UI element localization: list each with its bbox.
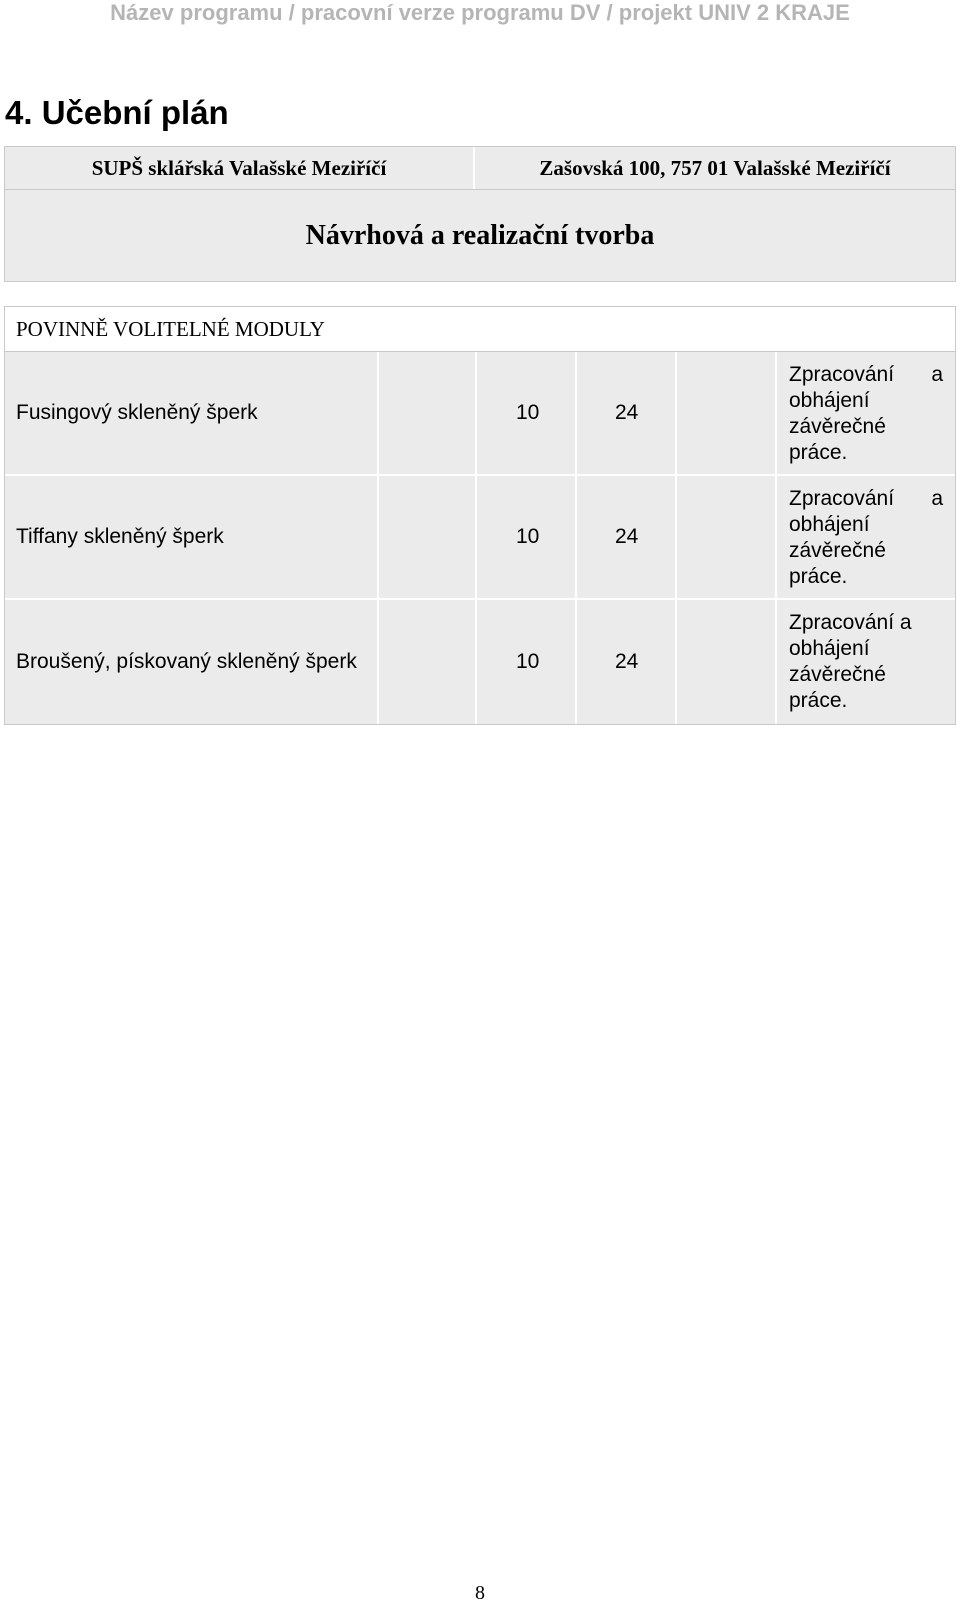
note-first-end: a <box>931 363 943 386</box>
note-first-line <box>789 610 943 636</box>
table-row <box>5 352 955 476</box>
school-name: SUPŠ sklářská Valašské Meziříčí <box>5 147 475 189</box>
empty-cell <box>379 600 477 724</box>
note-first-word: Zpracování a <box>789 611 912 634</box>
module-value-b: 24 <box>577 600 677 724</box>
module-value-b: 24 <box>577 352 677 474</box>
empty-cell <box>379 476 477 598</box>
module-note <box>777 352 955 474</box>
program-name: Návrhová a realizační tvorba <box>4 190 956 282</box>
section-title: 4. Učební plán <box>5 94 229 131</box>
note-first-word: Zpracování <box>789 363 895 386</box>
module-note <box>777 476 955 598</box>
table-row <box>5 600 955 724</box>
module-name-text: Tiffany skleněný šperk <box>16 525 224 548</box>
note-first-line <box>789 486 943 512</box>
note-rest: obhájení závěrečné práce. <box>789 637 886 712</box>
module-name <box>5 600 379 724</box>
module-note <box>777 600 955 724</box>
modules-heading: POVINNĚ VOLITELNÉ MODULY <box>5 307 955 352</box>
table-row <box>5 476 955 600</box>
empty-cell <box>379 352 477 474</box>
note-rest: obhájení závěrečné práce. <box>789 513 886 588</box>
module-value-a: 10 <box>477 352 577 474</box>
school-address: Zašovská 100, 757 01 Valašské Meziříčí <box>539 155 891 180</box>
module-value-b: 24 <box>577 476 677 598</box>
modules-table <box>4 306 956 725</box>
empty-cell <box>677 600 777 724</box>
module-value-a: 10 <box>477 600 577 724</box>
note-first-end: a <box>931 487 943 510</box>
empty-cell <box>677 352 777 474</box>
empty-cell <box>677 476 777 598</box>
note-first-line <box>789 362 943 388</box>
running-header: Název programu / pracovní verze programu DV / projekt UNIV 2 KRAJE <box>110 0 850 25</box>
module-name <box>5 352 379 474</box>
note-rest: obhájení závěrečné práce. <box>789 389 886 464</box>
module-name <box>5 476 379 598</box>
school-info-table <box>4 146 956 190</box>
module-value-a: 10 <box>477 476 577 598</box>
module-name-text: Broušený, pískovaný skleněný šperk <box>16 650 357 673</box>
note-first-word: Zpracování <box>789 487 895 510</box>
page-number: 8 <box>475 1582 485 1604</box>
module-name-text: Fusingový skleněný šperk <box>16 401 258 424</box>
